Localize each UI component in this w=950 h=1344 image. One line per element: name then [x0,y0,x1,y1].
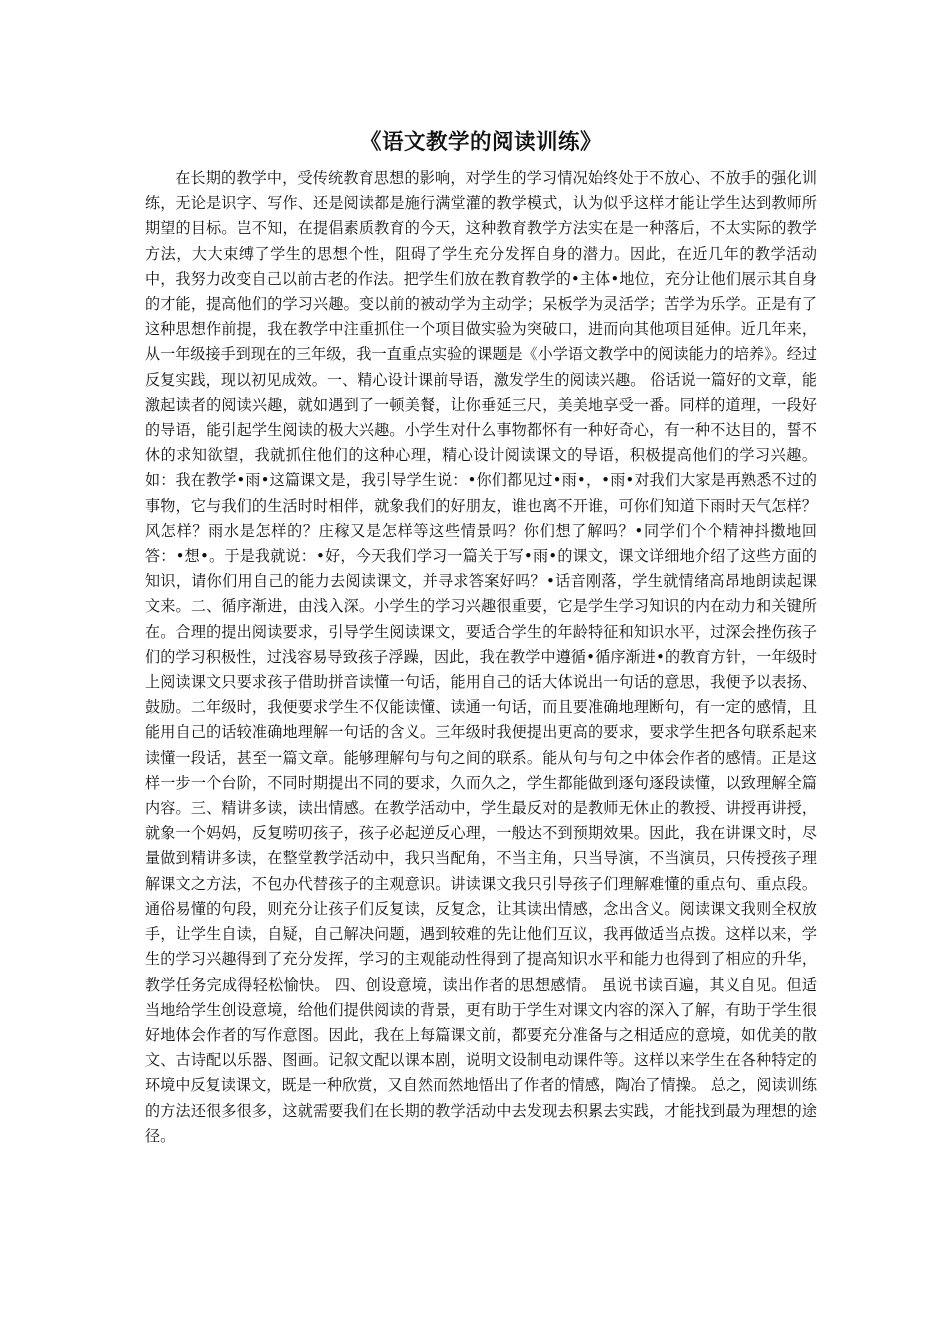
document-body-paragraph: 在长期的教学中，受传统教育思想的影响，对学生的学习情况始终处于不放心、不放手的强化训练，无论是识字、写作、还是阅读都是施行满堂灌的教学模式，认为似乎这样才能让学生达到教师所期望的目标。岂不知，在提倡素质教育的今天，这种教育教学方法实在是一种落后，不太实际的教学方法，大大束缚了学生的思想个性，阻碍了学生充分发挥自身的潜力。因此，在近几年的教学活动中，我努力改变自己以前古老的作法。把学生们放在教育教学的•主体•地位，充分让他们展示其自身的才能，提高他们的学习兴趣。变以前的被动学为主动学；呆板学为灵活学；苦学为乐学。正是有了这种思想作前提，我在教学中注重抓住一个项目做实验为突破口，进而向其他项目延伸。近几年来，从一年级接手到现在的三年级，我一直重点实验的课题是《小学语文教学中的阅读能力的培养》。经过反复实践，现以初见成效。一、精心设计课前导语，激发学生的阅读兴趣。 俗话说一篇好的文章，能激起读者的阅读兴趣，就如遇到了一顿美餐，让你垂延三尺，美美地享受一番。同样的道理，一段好的导语，能引起学生阅读的极大兴趣。小学生对什么事物都怀有一种好奇心，有一种不达目的，誓不休的求知欲望，我就抓住他们的这种心理，精心设计阅读课文的导语，积极提高他们的学习兴趣。如：我在教学•雨•这篇课文是，我引导学生说：•你们都见过•雨•，•雨•对我们大家是再熟悉不过的事物，它与我们的生活时时相伴，就象我们的好朋友，谁也离不开谁，可你们知道下雨时天气怎样？风怎样？雨水是怎样的？庄稼又是怎样等这些情景吗？你们想了解吗？•同学们个个精神抖擞地回答：•想•。于是我就说：•好，今天我们学习一篇关于写•雨•的课文，课文详细地介绍了这些方面的知识，请你们用自己的能力去阅读课文，并寻求答案好吗？•话音刚落，学生就情绪高昂地朗读起课文来。二、循序渐进，由浅入深。小学生的学习兴趣很重要，它是学生学习知识的内在动力和关键所在。合理的提出阅读要求，引导学生阅读课文，要适合学生的年龄特征和知识水平，过深会挫伤孩子们的学习积极性，过浅容易导致孩子浮躁，因此，我在教学中遵循•循序渐进•的教育方针，一年级时上阅读课文只要求孩子借助拼音读懂一句话，能用自己的话大体说出一句话的意思，我便予以表扬、鼓励。二年级时，我便要求学生不仅能读懂、读通一句话，而且要准确地理断句，有一定的感情，且能用自己的话较准确地理解一句话的含义。三年级时我便提出更高的要求，要求学生把各句联系起来读懂一段话，甚至一篇文章。能够理解句与句之间的联系。能从句与句之中体会作者的感情。正是这样一步一个台阶，不同时期提出不同的要求，久而久之，学生都能做到逐句逐段读懂，以致理解全篇内容。三、精讲多读，读出情感。在教学活动中，学生最反对的是教师无休止的教授、讲授再讲授，就象一个妈妈，反复唠叨孩子，孩子必起逆反心理，一般达不到预期效果。因此，我在讲课文时，尽量做到精讲多读，在整堂教学活动中，我只当配角，不当主角，只当导演，不当演员，只传授孩子理解课文之方法，不包办代替孩子的主观意识。讲读课文我只引导孩子们理解难懂的重点句、重点段。通俗易懂的句段，则充分让孩子们反复读，反复念，让其读出情感，念出含义。阅读课文我则全权放手，让学生自读，自疑，自己解决问题，遇到较难的先让他们互议，我再做适当点拨。这样以来，学生的学习兴趣得到了充分发挥，学习的主观能动性得到了提高知识水平和能力也得到了相应的升华，教学任务完成得轻松愉快。 四、创设意境，读出作者的思想感情。 虽说书读百遍，其义自见。但适当地给学生创设意境，给他们提供阅读的背景，更有助于学生对课文内容的深入了解，有助于学生很好地体会作者的写作意图。因此，我在上每篇课文前，都要充分准备与之相适应的意境，如优美的散文、古诗配以乐器、图画。记叙文配以课本剧，说明文设制电动课件等。这样以来学生在各种特定的环境中反复读课文，既是一种欣赏，又自然而然地悟出了作者的情感，陶冶了情操。 总之，阅读训练的方法还很多很多，这就需要我们在长期的教学活动中去发现去积累去实践，才能找到最为理想的途径。 [145,169,817,1145]
document-title: 《语文教学的阅读训练》 [359,130,602,155]
document-page [145,128,817,1149]
